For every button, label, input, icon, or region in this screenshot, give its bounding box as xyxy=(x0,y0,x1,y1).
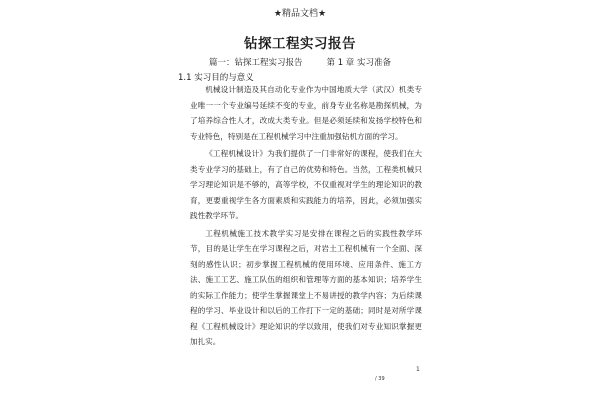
margin-mark: 1 xyxy=(416,366,420,373)
body-text xyxy=(190,82,422,350)
page-number: / 39 xyxy=(375,376,385,382)
subheading-line xyxy=(0,56,600,68)
paragraph: 工程机械施工技术教学实习是安排在课程之后的实践性教学环节，目的是让学生在学习课程之后，对岩土工程机械有一个全面、深刻的感性认识；初步掌握工程机械的使用环境、应用条件、施工方法、施工工艺、施工队伍的组织和管理等方面的基本知识；培养学生的实际工作能力；使学生掌握课堂上不易讲授的教学内容；为后续课程的学习、毕业设计和以后的工作打下一定的基础；同时是对所学课程《工程机械设计》理论知识的学以致用，使我们对专业知识掌握更加扎实。 xyxy=(190,228,422,346)
chapter-label: 第 1 章 实习准备 xyxy=(326,58,392,68)
page-header: ★精品文档★ xyxy=(273,9,327,19)
paragraph: 机械设计制造及其自动化专业作为中国地质大学（武汉）机类专业唯一一个专业编号延续不变的专业，前身专业名称是勘探机械，为了培养综合性人才，改成大类专业。但是必须延续和发扬学校特色和专业特色，特别是在工程机械学习中注重加强钻机方面的学习。 xyxy=(190,85,422,141)
document-title: 钻探工程实习报告 xyxy=(244,36,356,52)
part-label: 篇一：钻探工程实习报告 xyxy=(208,58,303,68)
paragraph: 《工程机械设计》为我们提供了一门非常好的课程，使我们在大类专业学习的基础上，有了自己的优势和特色。当然，工程类机械只学习理论知识是不够的，高等学校，不仅重视对学生的理论知识的教育，更要重视学生各方面素质和实践能力的培养，因此，必须加强实践性教学环节。 xyxy=(190,149,422,220)
section-heading: 1.1 实习目的与意义 xyxy=(178,73,254,83)
